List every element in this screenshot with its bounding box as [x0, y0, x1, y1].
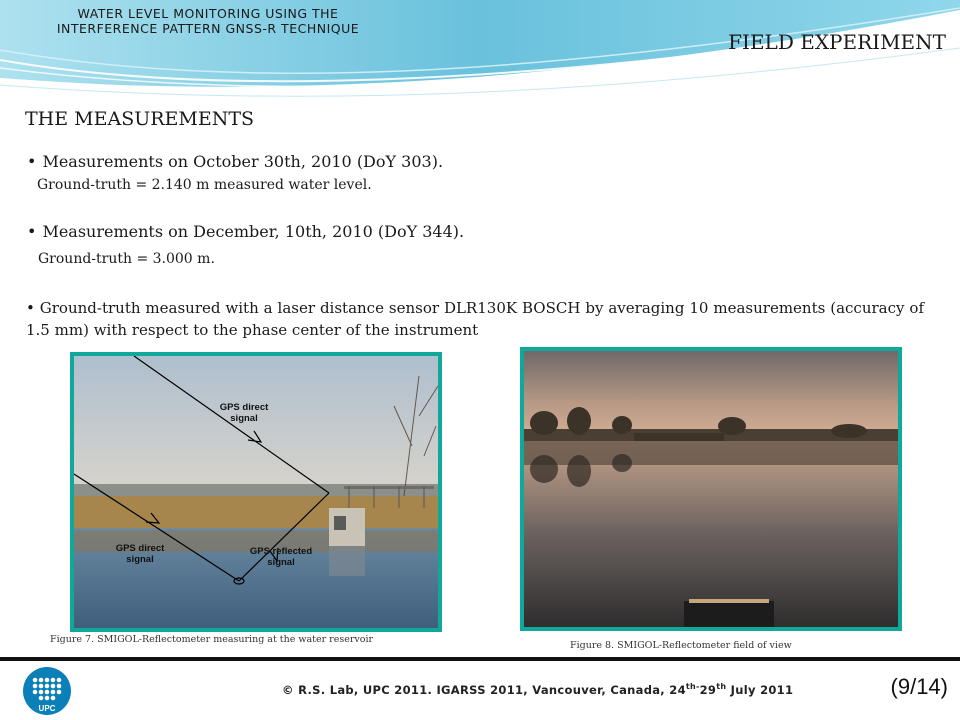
bullet-dot: • [27, 222, 37, 241]
footer-credit-end: July 2011 [726, 682, 794, 697]
bullet-text: Measurements on October 30th, 2010 (DoY 303). [42, 152, 444, 171]
slide-heading: THE MEASUREMENTS [25, 108, 255, 130]
logo-text: UPC [38, 704, 56, 713]
label-signal-reflected: signal [267, 557, 295, 568]
label-signal-top: signal [230, 413, 258, 424]
page-number: (9/14) [890, 674, 948, 699]
section-title: FIELD EXPERIMENT [728, 30, 946, 54]
field-of-view-illustration [524, 351, 898, 627]
bullet-item [27, 222, 464, 241]
paragraph-text: Ground-truth measured with a laser distance sensor DLR130K BOSCH by averaging 10 measurements (accuracy of 1.5 mm) with respect to the phase center of the instrument [26, 299, 924, 339]
presentation-title [18, 6, 398, 36]
label-signal-bottom: signal [126, 554, 154, 565]
footer-credit-mid: 29 [699, 682, 717, 697]
ground-truth-paragraph [26, 297, 924, 341]
figure-reservoir-photo [70, 352, 442, 632]
bullet-dot: • [27, 152, 37, 171]
footer-sup-2: th [716, 682, 727, 691]
label-gps-reflected: GPS reflected [249, 546, 313, 557]
bullet-item [27, 152, 443, 171]
figure-field-of-view-photo [520, 347, 902, 631]
upc-logo-icon [22, 666, 72, 716]
footer-divider [0, 657, 960, 661]
bullet-text: Measurements on December, 10th, 2010 (DoY 344). [42, 222, 465, 241]
label-gps-direct-top: GPS direct [219, 402, 269, 413]
label-gps-direct-bottom: GPS direct [115, 543, 165, 554]
bullet-dot: • [26, 299, 40, 317]
footer-credit [282, 682, 793, 697]
footer-sup-1: th- [685, 682, 700, 691]
bullet-note: Ground-truth = 3.000 m. [38, 251, 215, 267]
reservoir-illustration [74, 356, 438, 628]
figure-7-caption: Figure 7. SMIGOL-Reflectometer measuring at the water reservoir [50, 634, 374, 645]
figure-8-caption: Figure 8. SMIGOL-Reflectometer field of view [570, 640, 792, 651]
presentation-title-line2: INTERFERENCE PATTERN GNSS-R TECHNIQUE [56, 21, 360, 36]
footer-credit-main: © R.S. Lab, UPC 2011. IGARSS 2011, Vancouver, Canada, 24 [282, 682, 686, 697]
presentation-title-line1: WATER LEVEL MONITORING USING THE [77, 6, 339, 21]
bullet-note: Ground-truth = 2.140 m measured water level. [37, 177, 372, 193]
